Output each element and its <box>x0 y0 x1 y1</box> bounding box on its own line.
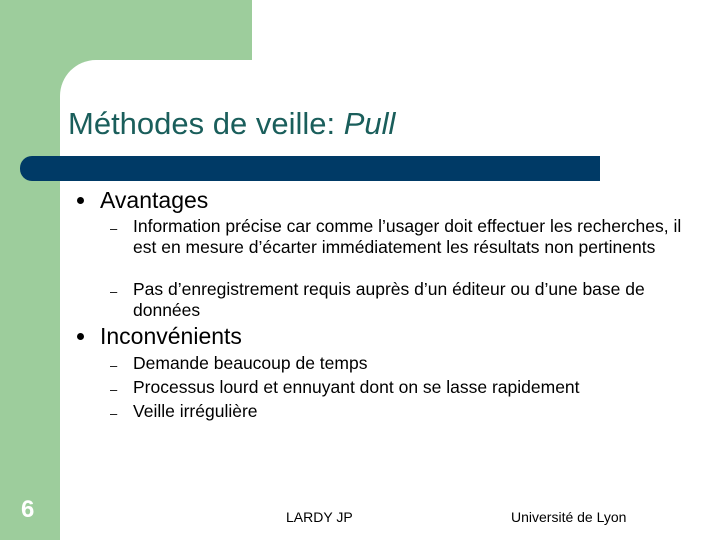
list-item: Veille irrégulière <box>133 401 258 421</box>
slide-title-main: Méthodes de veille: <box>68 106 344 141</box>
list-item: Pas d’enregistrement requis auprès d’un éditeur ou d’une base de données <box>133 279 645 320</box>
bullet-icon <box>77 197 84 204</box>
dash-icon: – <box>110 221 118 236</box>
title-underline-bar <box>20 156 600 181</box>
dash-icon: – <box>110 406 118 421</box>
footer-author: LARDY JP <box>286 509 353 525</box>
list-item: Demande beaucoup de temps <box>133 353 368 373</box>
slide-title-emphasis: Pull <box>343 106 396 141</box>
list-item: Processus lourd et ennuyant dont on se lasse rapidement <box>133 377 580 397</box>
decor-green-left <box>0 0 60 540</box>
dash-icon: – <box>110 284 118 299</box>
footer-institution: Université de Lyon <box>511 509 627 525</box>
slide-number: 6 <box>21 496 35 523</box>
section-heading: Avantages <box>100 187 209 213</box>
section-heading: Inconvénients <box>100 323 242 349</box>
bullet-icon <box>77 333 84 340</box>
list-item: Information précise car comme l’usager doit effectuer les recherches, il est en mesure d’écarter immédiatement les résultats non pertinents <box>133 216 682 257</box>
dash-icon: – <box>110 382 118 397</box>
dash-icon: – <box>110 358 118 373</box>
slide-title <box>68 106 395 142</box>
